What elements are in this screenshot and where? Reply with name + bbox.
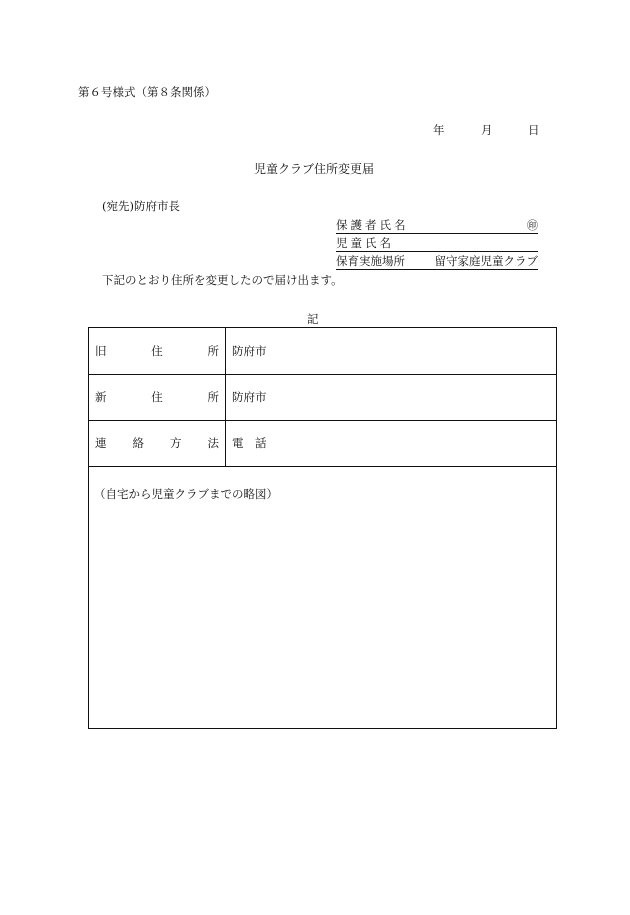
seal-mark: ㊞ <box>527 219 538 232</box>
label-char: 所 <box>207 390 219 404</box>
document-title: 児童クラブ住所変更届 <box>254 162 375 176</box>
table-row-old-address <box>89 328 556 375</box>
table-row-new-address <box>89 374 556 421</box>
old-address-label <box>89 328 226 374</box>
date-year-label: 年 <box>433 123 445 137</box>
addressee: (宛先)防府市長 <box>102 199 180 213</box>
facility-label: 保育実施場所 <box>336 254 405 268</box>
form-number: 第６号様式（第８条関係） <box>78 85 216 99</box>
date-day-label: 日 <box>528 123 540 137</box>
facility-value: 留守家庭児童クラブ <box>434 254 538 268</box>
ki-heading: 記 <box>307 312 319 326</box>
child-name-label: 児童氏名 <box>336 236 394 250</box>
facility-field[interactable] <box>336 253 538 270</box>
label-char: 所 <box>207 344 219 358</box>
label-char: 新 <box>95 390 107 404</box>
map-caption: （自宅から児童クラブまでの略図） <box>94 487 278 501</box>
label-char: 方 <box>170 436 182 450</box>
label-char: 法 <box>207 436 219 450</box>
label-char: 住 <box>151 390 163 404</box>
statement: 下記のとおり住所を変更したので届け出ます。 <box>102 273 343 287</box>
label-char: 旧 <box>95 344 107 358</box>
old-address-value[interactable]: 防府市 <box>232 344 267 358</box>
child-name-field[interactable] <box>336 235 538 252</box>
contact-value[interactable]: 電 話 <box>232 436 267 450</box>
map-sketch-area[interactable] <box>89 467 556 728</box>
label-char: 連 <box>95 436 107 450</box>
label-char: 絡 <box>132 436 144 450</box>
new-address-label <box>89 374 226 420</box>
date-month-label: 月 <box>481 123 493 137</box>
table-row-contact <box>89 420 556 467</box>
label-char: 住 <box>151 344 163 358</box>
guardian-name-field[interactable] <box>336 217 538 234</box>
new-address-value[interactable]: 防府市 <box>232 390 267 404</box>
details-table <box>88 327 557 729</box>
contact-label <box>89 420 226 466</box>
guardian-name-label: 保護者氏名 <box>336 218 409 232</box>
